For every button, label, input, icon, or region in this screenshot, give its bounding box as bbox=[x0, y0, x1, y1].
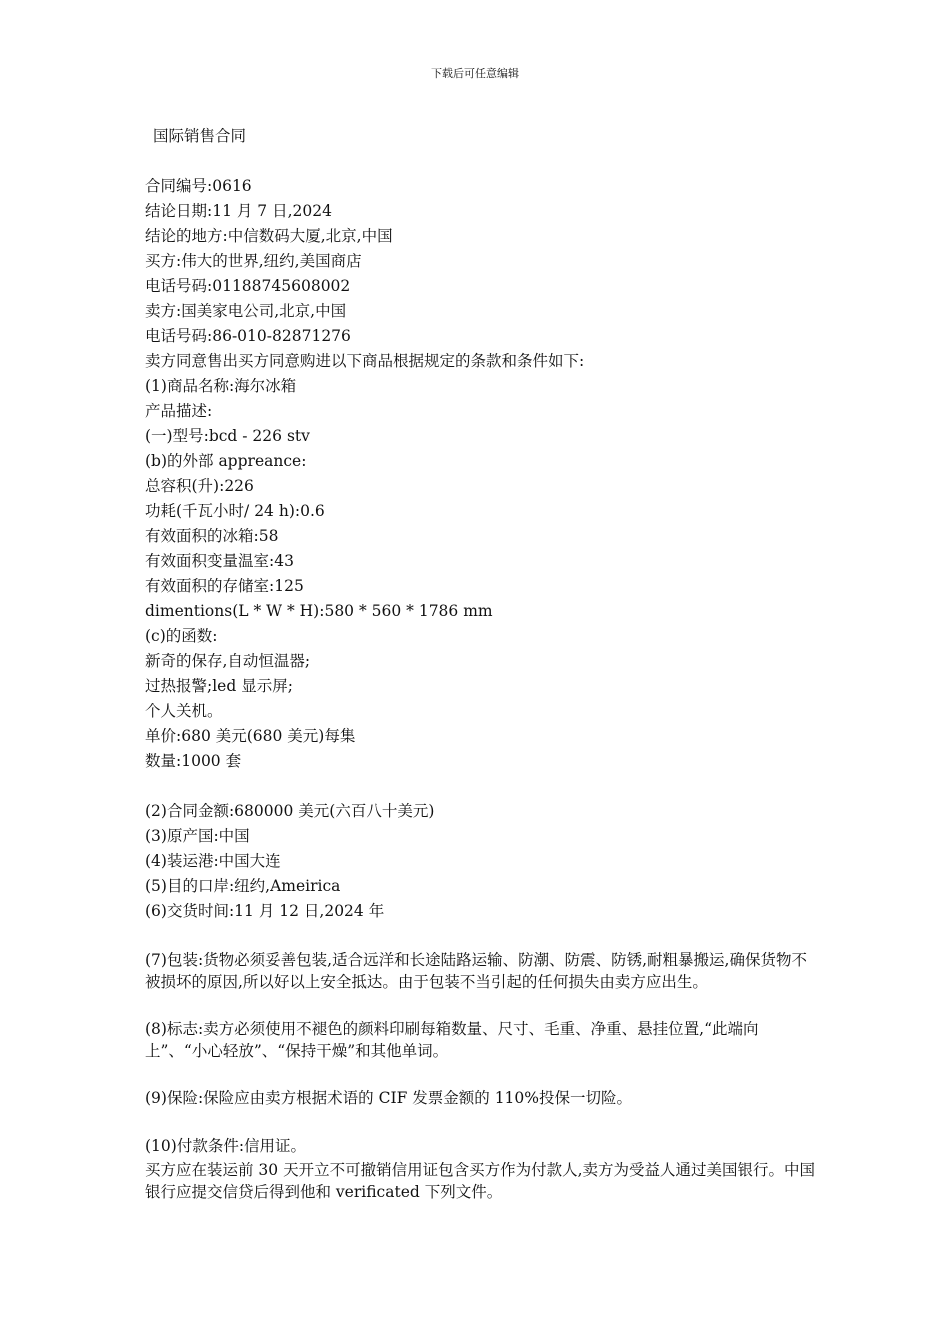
functions-heading: (c)的函数: bbox=[145, 627, 218, 645]
packing-clause: (7)包装:货物必须妥善包装,适合远洋和长途陆路运输、防潮、防震、防锈,耐粗暴搬运,确保货物不被损坏的原因,所以好以上安全抵达。由于包装不当引起的任何损失由卖方应出生。 bbox=[145, 951, 807, 991]
variable-room-volume-line: 有效面积变量温室:43 bbox=[145, 552, 294, 570]
contract-number-line: 合同编号:0616 bbox=[145, 177, 252, 195]
function-line: 过热报警;led 显示屏; bbox=[145, 677, 293, 695]
buyer-phone-line: 电话号码:01188745608002 bbox=[145, 277, 351, 295]
contract-info-block bbox=[145, 174, 815, 774]
port-of-shipment-line: (4)装运港:中国大连 bbox=[145, 852, 281, 870]
payment-terms-clause: 买方应在装运前 30 天开立不可撤销信用证包含买方作为付款人,卖方为受益人通过美国银行。中国银行应提交信贷后得到他和 verificated 下列文件。 bbox=[145, 1161, 816, 1201]
contract-terms-block bbox=[145, 799, 815, 924]
product-description-heading: 产品描述: bbox=[145, 402, 213, 420]
quantity-line: 数量:1000 套 bbox=[145, 752, 242, 770]
country-of-origin-line: (3)原产国:中国 bbox=[145, 827, 250, 845]
conclusion-place-line: 结论的地方:中信数码大厦,北京,中国 bbox=[145, 227, 393, 245]
contract-title: 国际销售合同 bbox=[153, 127, 247, 145]
port-of-destination-line: (5)目的口岸:纽约,Ameirica bbox=[145, 877, 341, 895]
unit-price-line: 单价:680 美元(680 美元)每集 bbox=[145, 727, 356, 745]
commodity-name-line: (1)商品名称:海尔冰箱 bbox=[145, 377, 297, 395]
seller-phone-line: 电话号码:86-010-82871276 bbox=[145, 327, 351, 345]
conclusion-date-line: 结论日期:11 月 7 日,2024 bbox=[145, 202, 332, 220]
agreement-intro-line: 卖方同意售出买方同意购进以下商品根据规定的条款和条件如下: bbox=[145, 352, 585, 370]
appearance-line: (b)的外部 appreance: bbox=[145, 452, 307, 470]
payment-terms-heading: (10)付款条件:信用证。 bbox=[145, 1137, 307, 1155]
function-line: 新奇的保存,自动恒温器; bbox=[145, 652, 311, 670]
shipping-marks-clause: (8)标志:卖方必须使用不褪色的颜料印刷每箱数量、尺寸、毛重、净重、悬挂位置,“此端向上”、“小心轻放”、“保持干燥”和其他单词。 bbox=[145, 1020, 759, 1060]
contract-document bbox=[145, 124, 815, 1203]
insurance-clause: (9)保险:保险应由卖方根据术语的 CIF 发票金额的 110%投保一切险。 bbox=[145, 1089, 633, 1107]
delivery-time-line: (6)交货时间:11 月 12 日,2024 年 bbox=[145, 902, 385, 920]
freezer-volume-line: 有效面积的冰箱:58 bbox=[145, 527, 279, 545]
function-line: 个人关机。 bbox=[145, 702, 223, 720]
storage-room-volume-line: 有效面积的存储室:125 bbox=[145, 577, 304, 595]
power-consumption-line: 功耗(千瓦小时/ 24 h):0.6 bbox=[145, 502, 325, 520]
total-volume-line: 总容积(升):226 bbox=[145, 477, 254, 495]
model-line: (一)型号:bcd - 226 stv bbox=[145, 427, 310, 445]
page-header-note: 下载后可任意编辑 bbox=[431, 67, 519, 80]
seller-line: 卖方:国美家电公司,北京,中国 bbox=[145, 302, 347, 320]
dimensions-line: dimentions(L * W * H):580 * 560 * 1786 mm bbox=[145, 602, 493, 620]
contract-amount-line: (2)合同金额:680000 美元(六百八十美元) bbox=[145, 802, 435, 820]
buyer-line: 买方:伟大的世界,纽约,美国商店 bbox=[145, 252, 362, 270]
